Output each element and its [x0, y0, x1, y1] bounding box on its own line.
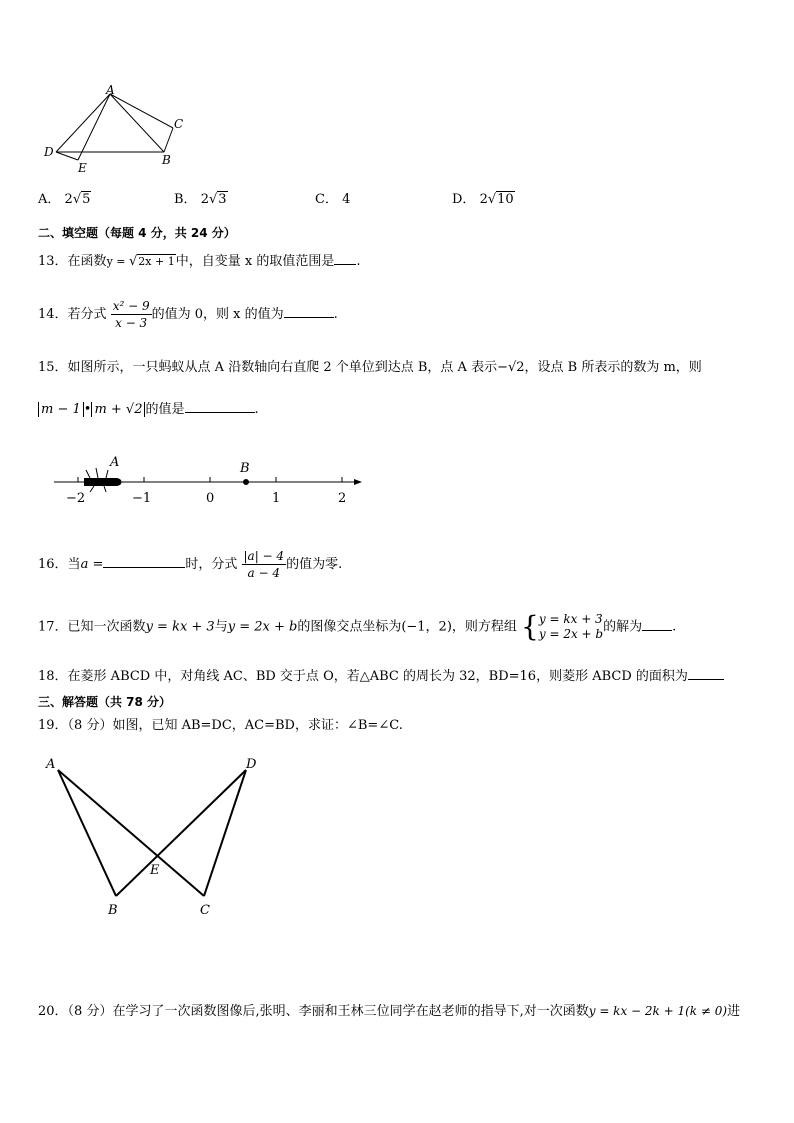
label-C: C [174, 117, 184, 131]
question-18: 18．在菱形 ABCD 中，对角线 AC、BD 交于点 O，若△ABC 的周长为 32，BD=16，则菱形 ABCD 的面积为 [38, 667, 724, 685]
section-3-heading: 三、解答题（共 78 分） [38, 695, 172, 709]
question-19: 19．（8 分）如图，已知 AB=DC，AC=BD，求证：∠B=∠C. [38, 718, 403, 733]
label-A: A [106, 84, 115, 97]
choice-c: C． 4 [315, 192, 351, 207]
question-13: 13．在函数y = √2x + 1中，自变量 x 的取值范围是 . [38, 254, 361, 269]
ant-icon [84, 468, 118, 492]
answer-blank-13 [334, 252, 356, 265]
answer-blank-14 [284, 305, 334, 318]
answer-blank-18 [688, 667, 724, 680]
tick-label-neg2: −2 [66, 491, 86, 506]
section-2-heading: 二、填空题（每题 4 分，共 24 分） [38, 226, 236, 240]
choice-a: A． 2√5 [38, 192, 91, 207]
equation-system: { y = kx + 3 y = 2x + b [521, 610, 604, 643]
answer-blank-16 [103, 555, 185, 568]
label-E: E [78, 161, 87, 175]
label-B: B [162, 153, 171, 167]
q19-label-C: C [200, 903, 210, 918]
answer-blank-17 [642, 618, 672, 631]
choice-b: B． 2√3 [174, 192, 227, 207]
tick-label-1: 1 [272, 491, 281, 506]
tick-label-2: 2 [338, 491, 347, 506]
label-D: D [44, 145, 54, 159]
question-15-line1: 15．如图所示，一只蚂蚁从点 A 沿数轴向右直爬 2 个单位到达点 B，点 A 表示−√2，设点 B 所表示的数为 m，则 [38, 360, 702, 375]
q19-label-E: E [150, 863, 160, 878]
fraction-q16: $\frac{|a| - 4}{a - 4}$ [243, 549, 285, 580]
question-17: 17．已知一次函数y = kx + 3与y = 2x + b的图像交点坐标为(−1，2)，则方程组 { y = kx + 3 y = 2x + b 的解为 . [38, 610, 677, 643]
question-14: 14．若分式 $\frac{\text{x² − 9}}{x - 3}$ 的值为 0，则 x 的值为 . [38, 299, 338, 330]
number-line-figure [50, 452, 370, 508]
question-15-line2: m − 1 • m + √2 的值是 . [38, 400, 259, 418]
point-B-label: B [240, 461, 250, 476]
figure-triangle-top [40, 84, 200, 176]
question-20: 20．（8 分）在学习了一次函数图像后,张明、李丽和王林三位同学在赵老师的指导下,对一次函数y = kx − 2k + 1(k ≠ 0)进 [38, 1004, 741, 1019]
tick-label-0: 0 [206, 491, 215, 506]
q19-label-B: B [108, 903, 118, 918]
fraction-q14: $\frac{\text{x² − 9}}{x - 3}$ [112, 299, 150, 330]
tick-label-neg1: −1 [132, 491, 152, 506]
point-A-label: A [110, 455, 120, 470]
answer-blank-15 [185, 400, 255, 413]
q19-label-A: A [46, 757, 56, 772]
question-16: 16．当a = 时，分式 $\frac{|a| - 4}{a - 4}$ 的值为零. [38, 549, 343, 580]
figure-q19 [40, 752, 280, 922]
q19-label-D: D [246, 757, 257, 772]
choice-d: D． 2√10 [452, 192, 514, 207]
